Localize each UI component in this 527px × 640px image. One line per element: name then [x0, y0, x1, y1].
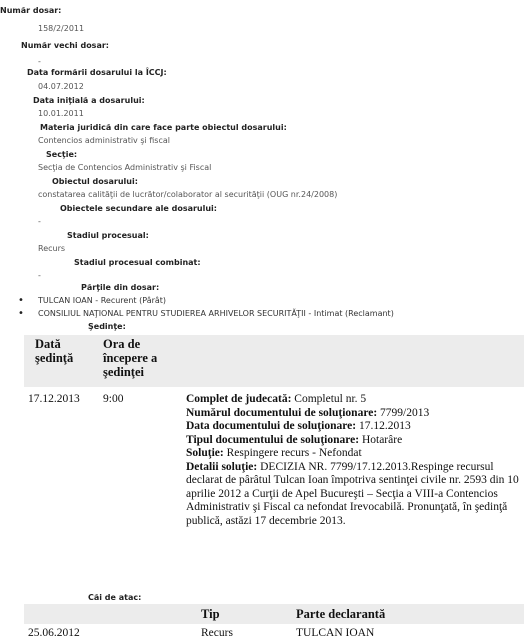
parti-label: Părţile din dosar:: [81, 283, 160, 292]
nr-doc-line: [186, 407, 524, 421]
sedinte-label: Şedinţe:: [88, 322, 126, 331]
data-initiala-label: Data iniţială a dosarului:: [33, 96, 145, 105]
detalii-label: Detalii soluţie:: [186, 460, 258, 473]
tip-doc-line: [186, 434, 524, 448]
sedinta-time: 9:00: [103, 393, 124, 405]
cale-atac-tip: Recurs: [201, 627, 233, 639]
data-formarii-label: Data formării dosarului la ÎCCJ:: [27, 68, 167, 77]
detalii-line: [186, 461, 524, 529]
sectie-label: Secţie:: [46, 150, 78, 159]
header-data-sedinta: Dată şedinţă: [35, 337, 74, 365]
data-doc-line: [186, 420, 524, 434]
data-initiala-value: 10.01.2011: [38, 109, 84, 118]
solutie-value: Respingere recurs - Nefondat: [226, 447, 362, 459]
header-parte-declaranta: Parte declarantă: [296, 607, 386, 621]
obiecte-secundare-value: -: [38, 217, 41, 226]
materia-value: Contencios administrativ şi fiscal: [38, 136, 170, 145]
cale-atac-parte: TULCAN IOAN: [296, 627, 375, 639]
party-item: • CONSILIUL NAŢIONAL PENTRU STUDIEREA ARHIVELOR SECURITĂŢII - Intimat (Reclamant): [38, 309, 394, 318]
stadiu-label: Stadiul procesual:: [67, 231, 149, 240]
detalii-value: DECIZIA NR. 7799/17.12.2013.Respinge recursul declarat de pârâtul Tulcan Ioan împotriva sentinţei civile nr. 2593 din 10 aprilie 2012 a Curţii de Apel Bucureşti – Secţia a VIII-a Contencios Administrativ şi Fiscal ca nefondat Irevocabilă. Pronunţată, în şedinţă publică, astăzi 17 decembrie 2013.: [186, 460, 519, 527]
header-tip: Tip: [201, 607, 220, 621]
sedinta-date: 17.12.2013: [28, 393, 80, 405]
cai-atac-label: Căi de atac:: [88, 593, 142, 602]
obiecte-secundare-label: Obiectele secundare ale dosarului:: [60, 204, 217, 213]
cai-atac-table-header: [24, 604, 524, 624]
tip-doc-value: Hotarâre: [361, 433, 403, 446]
complet-line: [186, 393, 524, 407]
numar-vechi-label: Număr vechi dosar:: [21, 41, 109, 50]
nr-doc-value: 7799/2013: [380, 406, 430, 419]
data-doc-value: 17.12.2013: [358, 420, 411, 432]
data-doc-label: Data documentului de soluţionare:: [186, 420, 357, 432]
nr-doc-label: Numărul documentului de soluţionare:: [186, 406, 378, 419]
solution-details: [186, 393, 524, 528]
numar-dosar-label: Număr dosar:: [0, 6, 62, 15]
stadiu-combinat-value: -: [38, 271, 41, 280]
solutie-line: [186, 447, 524, 461]
stadiu-value: Recurs: [38, 244, 66, 253]
party-item: • TULCAN IOAN - Recurent (Pârât): [38, 296, 166, 305]
header-ora-incepere: Ora de începere a şedinţei: [103, 337, 158, 379]
numar-vechi-value: -: [38, 57, 41, 66]
obiect-value: constatarea calităţii de lucrător/colaborator al securităţii (OUG nr.24/2008): [38, 190, 338, 199]
solutie-label: Soluţie:: [186, 447, 224, 459]
numar-dosar-value: 158/2/2011: [38, 24, 85, 33]
complet-value: Completul nr. 5: [294, 393, 367, 405]
stadiu-combinat-label: Stadiul procesual combinat:: [74, 258, 201, 267]
complet-label: Complet de judecată:: [186, 393, 292, 405]
tip-doc-label: Tipul documentului de soluţionare:: [186, 433, 360, 446]
cale-atac-date: 25.06.2012: [28, 627, 80, 639]
sedinte-table-header: [24, 335, 524, 387]
sectie-value: Secţia de Contencios Administrativ şi Fiscal: [38, 163, 212, 172]
data-formarii-value: 04.07.2012: [38, 82, 84, 91]
materia-label: Materia juridică din care face parte obiectul dosarului:: [40, 123, 287, 132]
obiect-label: Obiectul dosarului:: [52, 177, 138, 186]
